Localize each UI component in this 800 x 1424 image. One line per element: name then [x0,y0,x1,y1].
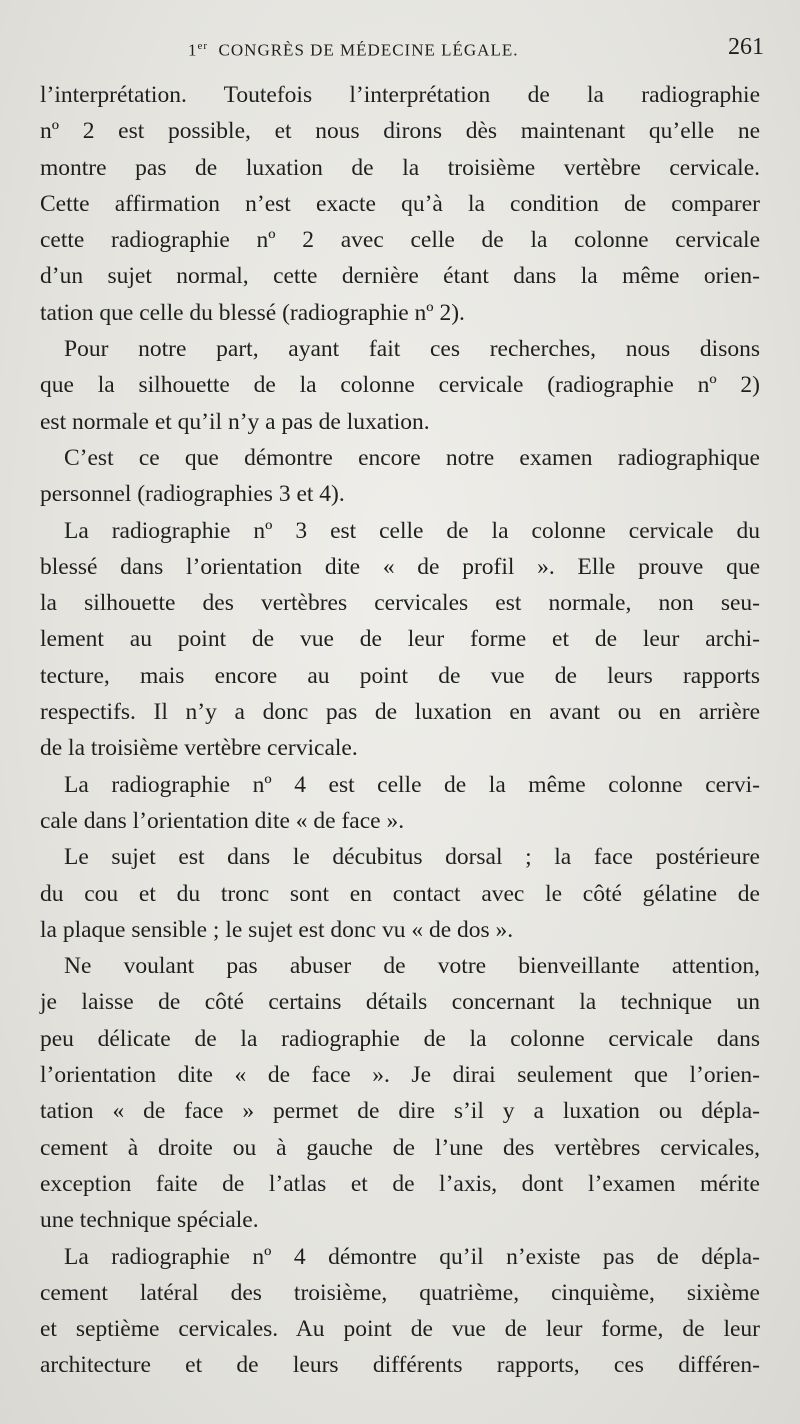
text-line: respectifs. Il n’y a donc pas de luxation en avant ou en arrière [40,699,760,726]
text-line: tecture, mais encore au point de vue de leurs rapports [40,662,760,689]
text-line: exception faite de l’atlas et de l’axis, dont l’examen mérite [40,1170,760,1197]
text-line: Ne voulant pas abuser de votre bienveillante attention, [64,953,760,980]
text-line: Pour notre part, ayant fait ces recherches, nous disons [64,336,760,363]
text-line: cale dans l’orientation dite « de face ». [40,807,405,834]
body-text [40,77,760,1384]
text-line: Le sujet est dans le décubitus dorsal ; la face postérieure [64,844,760,871]
text-line: La radiographie nº 3 est celle de la colonne cervicale du [64,517,760,544]
text-line: l’orientation dite « de face ». Je dirai seulement que l’orien- [40,1062,760,1089]
text-line: C’est ce que démontre encore notre examen radiographique [64,444,760,471]
text-line: que la silhouette de la colonne cervicale (radiographie nº 2) [40,372,760,399]
running-title [188,40,518,61]
text-line: cement latéral des troisième, quatrième, cinquième, sixième [40,1279,760,1306]
text-line: nº 2 est possible, et nous dirons dès maintenant qu’elle ne [40,118,760,145]
text-line: de la troisième vertèbre cervicale. [40,735,358,762]
text-line: du cou et du tronc sont en contact avec le côté gélatine de [40,880,760,907]
text-line: l’interprétation. Toutefois l’interprétation de la radiographie [40,82,760,108]
text-line: peu délicate de la radiographie de la colonne cervicale dans [40,1025,760,1052]
text-line: architecture et de leurs différents rapports, ces différen- [40,1352,760,1379]
text-line: montre pas de luxation de la troisième vertèbre cervicale. [40,154,760,181]
text-line: cement à droite ou à gauche de l’une des vertèbres cervicales, [40,1134,760,1161]
text-line: La radiographie nº 4 est celle de la même colonne cervi- [64,771,760,798]
ordinal-suffix: er [197,40,209,52]
text-line: Cette affirmation n’est exacte qu’à la condition de comparer [40,190,760,217]
ordinal-number: 1 [188,40,198,60]
text-line: blessé dans l’orientation dite « de profil ». Elle prouve que [40,553,760,580]
congress-title: CONGRÈS DE MÉDECINE LÉGALE. [218,40,519,60]
text-line: cette radiographie nº 2 avec celle de la colonne cervicale [40,227,760,254]
text-line: et septième cervicales. Au point de vue de leur forme, de leur [40,1316,760,1343]
running-header [0,34,800,68]
text-line: La radiographie nº 4 démontre qu’il n’existe pas de dépla- [64,1243,760,1270]
text-line: lement au point de vue de leur forme et de leur archi- [40,626,760,653]
text-line: tation que celle du blessé (radiographie nº 2). [40,299,465,326]
page-number: 261 [728,34,764,60]
text-line: tation « de face » permet de dire s’il y a luxation ou dépla- [40,1098,760,1125]
text-line: personnel (radiographies 3 et 4). [40,481,345,508]
text-line: d’un sujet normal, cette dernière étant dans la même orien- [40,263,760,290]
text-line: la plaque sensible ; le sujet est donc vu « de dos ». [40,916,514,943]
text-line: une technique spéciale. [40,1207,259,1234]
text-line: est normale et qu’il n’y a pas de luxation. [40,408,430,435]
text-line: je laisse de côté certains détails concernant la technique un [40,989,760,1016]
text-line: la silhouette des vertèbres cervicales est normale, non seu- [40,590,760,617]
